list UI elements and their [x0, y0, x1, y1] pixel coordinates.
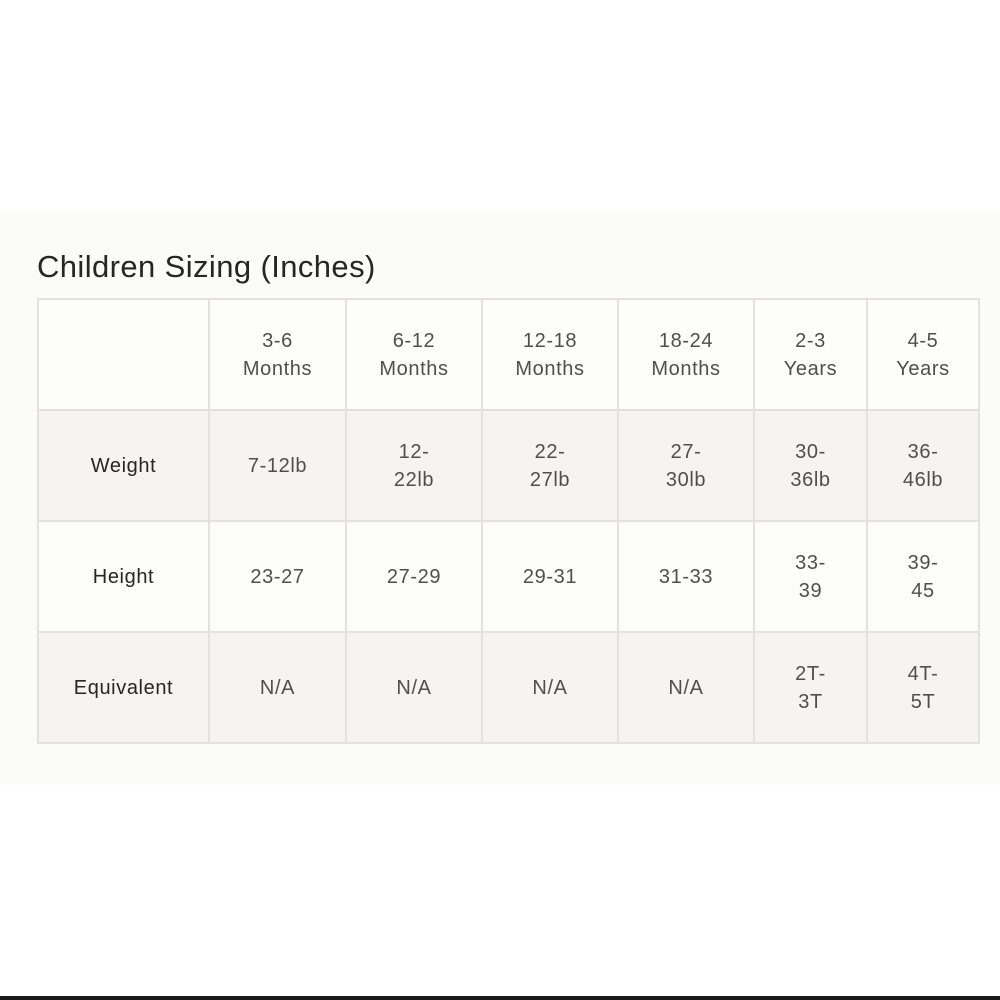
table-cell	[867, 632, 979, 743]
table-cell-line: 31-33	[658, 565, 714, 588]
table-cell	[209, 632, 346, 743]
table-cell	[867, 521, 979, 632]
column-header-line: Years	[896, 357, 950, 380]
table-cell-line: 39	[798, 579, 823, 602]
table-cell-line: 27-	[670, 440, 702, 463]
column-header	[209, 299, 346, 410]
table-cell-line: 12-	[398, 440, 430, 463]
column-header-line: 18-24	[658, 329, 714, 352]
table-cell	[618, 410, 754, 521]
table-row-height	[38, 521, 979, 632]
column-header	[346, 299, 482, 410]
table-cell	[618, 632, 754, 743]
row-label: Weight	[38, 410, 209, 521]
table-cell-line: 7-12lb	[247, 454, 308, 477]
table-corner-cell	[38, 299, 209, 410]
table-row-equivalent	[38, 632, 979, 743]
table-cell-line: 22-	[534, 440, 566, 463]
table-cell-line: 46lb	[902, 468, 944, 491]
table-header-row	[38, 299, 979, 410]
table-cell-line: 33-	[795, 551, 826, 574]
row-label: Height	[38, 521, 209, 632]
table-cell	[867, 410, 979, 521]
table-cell	[754, 632, 867, 743]
column-header-line: Months	[379, 357, 449, 380]
column-header-line: 3-6	[262, 329, 293, 352]
table-cell-line: N/A	[532, 676, 568, 699]
table-cell	[209, 521, 346, 632]
column-header	[754, 299, 867, 410]
table-cell	[618, 521, 754, 632]
table-cell-line: N/A	[396, 676, 432, 699]
table-cell	[209, 410, 346, 521]
table-cell	[346, 632, 482, 743]
table-cell-line: 27lb	[529, 468, 571, 491]
table-cell	[346, 410, 482, 521]
table-cell-line: N/A	[259, 676, 296, 699]
column-header	[618, 299, 754, 410]
column-header	[867, 299, 979, 410]
table-cell-line: 23-27	[250, 565, 305, 588]
table-cell-line: 36lb	[790, 468, 831, 491]
column-header-line: 4-5	[907, 329, 939, 352]
table-cell-line: 27-29	[386, 565, 442, 588]
column-header-line: 6-12	[392, 329, 436, 352]
column-header-line: Years	[783, 357, 838, 380]
table-cell	[754, 521, 867, 632]
table-row-weight	[38, 410, 979, 521]
table-cell-line: 4T-	[907, 662, 939, 685]
table-cell-line: 2T-	[795, 662, 826, 685]
bottom-edge-bar	[0, 996, 1000, 1000]
table-cell-line: 29-31	[522, 565, 578, 588]
table-cell-line: 36-	[907, 440, 939, 463]
table-cell	[754, 410, 867, 521]
column-header-line: 2-3	[795, 329, 826, 352]
table-cell-line: 30lb	[665, 468, 707, 491]
row-label: Equivalent	[38, 632, 209, 743]
column-header-line: Months	[515, 357, 585, 380]
table-cell-line: 3T	[798, 690, 823, 713]
table-cell-line: 39-	[907, 551, 939, 574]
table-cell	[482, 410, 618, 521]
table-cell-line: 45	[911, 579, 935, 602]
column-header-line: Months	[651, 357, 721, 380]
column-header-line: 12-18	[522, 329, 578, 352]
table-cell-line: 5T	[910, 690, 936, 713]
table-cell-line: 30-	[795, 440, 826, 463]
page-title: Children Sizing (Inches)	[37, 248, 376, 284]
table-cell-line: N/A	[668, 676, 704, 699]
sizing-table	[37, 298, 980, 744]
column-header-line: Months	[242, 357, 313, 380]
table-cell	[482, 521, 618, 632]
table-cell	[482, 632, 618, 743]
table-cell	[346, 521, 482, 632]
column-header	[482, 299, 618, 410]
table-cell-line: 22lb	[393, 468, 435, 491]
